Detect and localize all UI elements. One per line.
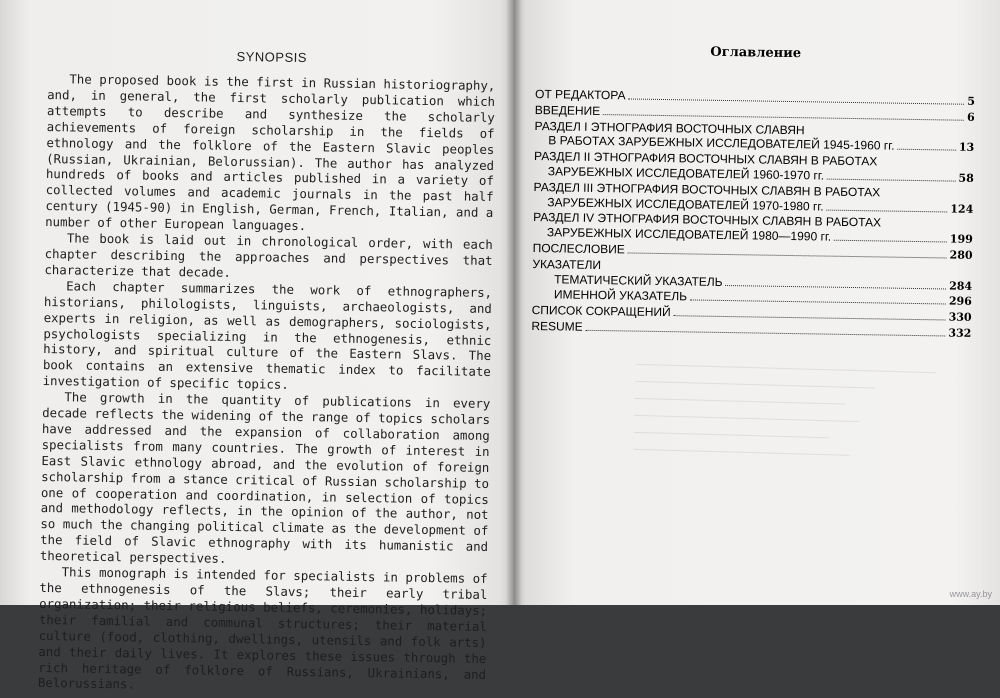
toc-section-heading: РАЗДЕЛ IV ЭТНОГРАФИЯ ВОСТОЧНЫХ СЛАВЯН В РАБОТАХ — [533, 210, 882, 230]
dot-leader — [726, 285, 947, 289]
dot-leader — [690, 300, 946, 305]
toc-entry-label: ЗАРУБЕЖНЫХ ИССЛЕДОВАТЕЛЕЙ 1980—1990 гг. — [546, 225, 832, 244]
toc-entry-label: В РАБОТАХ ЗАРУБЕЖНЫХ ИССЛЕДОВАТЕЛЕЙ 1945-1960 гг. — [548, 133, 895, 154]
synopsis-paragraph: Each chapter summarizes the work of ethnographers, historians, philologists, linguists, archaeologists, and experts in religion, as well as demographers, sociologists, psychologists specializing in the ethnogenesis, ethnic history, and spiritual culture of the Eastern Slavs. The book contains an extensive thematic index to facilitate investigation of specific topics. — [42, 278, 493, 393]
toc-entry-label: ЗАРУБЕЖНЫХ ИССЛЕДОВАТЕЛЕЙ 1970-1980 гг. — [547, 194, 824, 214]
toc-entry-label: ИМЕННОЙ УКАЗАТЕЛЬ — [553, 287, 688, 304]
toc-page-number: 5 — [967, 94, 976, 108]
toc-page-number: 284 — [949, 279, 973, 293]
dot-leader — [827, 209, 948, 212]
toc-entry-label: ОТ РЕДАКТОРА — [534, 86, 626, 103]
dot-leader — [628, 98, 964, 104]
toc-entry-label: СПИСОК СОКРАЩЕНИЙ — [531, 303, 671, 320]
dot-leader — [586, 330, 946, 337]
toc-title: Оглавление — [710, 44, 802, 62]
dot-leader — [834, 240, 947, 243]
toc-entry-label: ВВЕДЕНИЕ — [534, 102, 601, 118]
toc-section-heading: УКАЗАТЕЛИ — [532, 256, 602, 272]
synopsis-paragraph: The growth in the quantity of publications in every decade reflects the widening of the range of topics scholars have addressed and the expansion of collaboration among specialists from many countries. The growth of interest in East Slavic ethnology abroad, and the evolution of foreign scholarship from a stance critical of Russian scholarship to one of cooperation and coordination, in selection of topics and methodology reflects, in the opinion of the author, not so much the changing political climate as the development of the field of Slavic ethnography with its humanistic and theoretical perspectives. — [39, 389, 491, 567]
toc-page-number: 6 — [966, 110, 975, 124]
show-through-text — [632, 356, 936, 504]
book-gutter — [506, 0, 522, 605]
toc-page-number: 58 — [958, 171, 974, 185]
toc-page-number: 330 — [948, 310, 972, 325]
toc-page-number: 296 — [948, 294, 972, 309]
table-of-contents — [531, 34, 976, 342]
site-watermark: www.ay.by — [949, 589, 992, 599]
toc-page-number: 332 — [948, 326, 972, 340]
toc-page-number: 280 — [949, 248, 973, 262]
dot-leader — [897, 149, 956, 151]
synopsis-section — [38, 40, 496, 698]
dot-leader — [827, 179, 955, 182]
toc-entry-label: ПОСЛЕСЛОВИЕ — [532, 240, 625, 257]
toc-page-number: 199 — [949, 232, 973, 247]
toc-page-number: 124 — [950, 202, 974, 216]
toc-page-number: 13 — [958, 141, 975, 155]
synopsis-title: SYNOPSIS — [236, 48, 308, 66]
synopsis-paragraph: This monograph is intended for specialists in problems of the ethnogenesis of the Slavs; their early tribal organization; their religious beliefs, ceremonies, holidays; their familial and communal structures; their material culture (food, clothing, dwellings, utensils and folk arts) and their daily lives. It explores these issues through the rich heritage of folklore of Russians, Ukrainians, and Belorussians. — [37, 564, 488, 692]
toc-section-heading: РАЗДЕЛ I ЭТНОГРАФИЯ ВОСТОЧНЫХ СЛАВЯН — [534, 118, 805, 137]
dot-leader — [628, 252, 947, 258]
toc-section-heading: РАЗДЕЛ II ЭТНОГРАФИЯ ВОСТОЧНЫХ СЛАВЯН В РАБОТАХ — [533, 149, 878, 169]
dot-leader — [674, 315, 946, 320]
toc-entry-label: RESUME — [531, 318, 583, 334]
toc-entry-label: ТЕМАТИЧЕСКИЙ УКАЗАТЕЛЬ — [554, 271, 723, 289]
synopsis-paragraph: The proposed book is the first in Russian historiography, and, in general, the first scholarly publication which attempts to describe and synthesize the scholarly achievements of foreign scholarship in the fields of ethnology and the folklore of the Eastern Slavic peoples (Russian, Ukrainian, Belorussian). The author has analyzed hundreds of books and articles published in a variety of collected volumes and academic journals in the past half century (1945-90) in English, German, French, Italian, and a number of other European languages. — [45, 71, 496, 234]
toc-section-heading: РАЗДЕЛ III ЭТНОГРАФИЯ ВОСТОЧНЫХ СЛАВЯН В РАБОТАХ — [533, 179, 881, 200]
toc-entry-label: ЗАРУБЕЖНЫХ ИССЛЕДОВАТЕЛЕЙ 1960-1970 гг. — [547, 164, 825, 183]
synopsis-paragraph: The book is laid out in chronological order, with each chapter describing the approaches and perspectives that characterize that decade. — [44, 230, 493, 280]
